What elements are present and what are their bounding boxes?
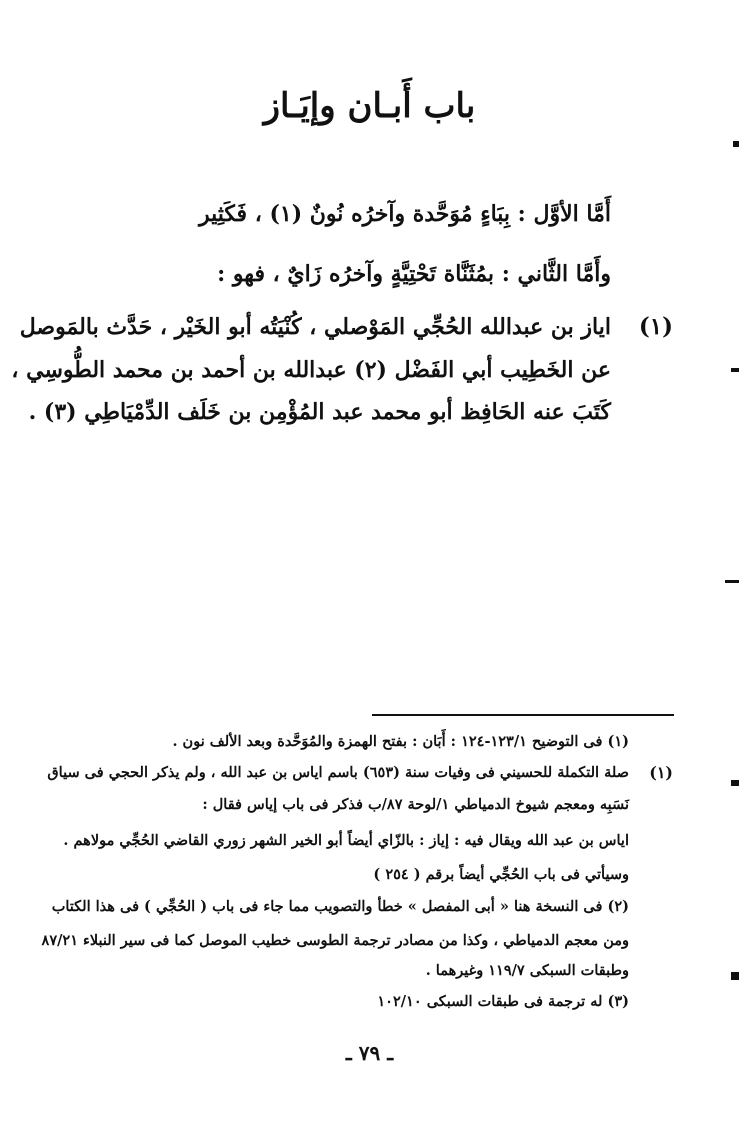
- footnote-2-line-1: (٢) فى النسخة هنا « أبى المفصل » خطأ والتصويب مما جاء فى باب ( الحُجِّي ) فى هذا الكتاب: [51, 898, 629, 915]
- footnote-marginal-number: (١): [649, 763, 673, 782]
- footnote-2-line-3: وطبقات السبكى ١١٩/٧ وغيرهما .: [425, 962, 629, 979]
- footnote-entry-line-3: اياس بن عبد الله ويقال فيه : إياز : بالزّاي أيضاً أبو الخير الشهر زوري القاضي الحُجِّي مولاهم .: [63, 832, 629, 849]
- scan-edge-mark: [731, 368, 739, 372]
- chapter-title: باب أَبـان وإيَـاز: [263, 86, 476, 126]
- footnote-entry-line-1: صلة التكملة للحسيني فى وفيات سنة (٦٥٣) باسم اياس بن عبد الله ، ولم يذكر الحجي فى سياق: [47, 764, 629, 781]
- page-number: ـ ٧٩ ـ: [345, 1041, 394, 1065]
- entry-number: (١): [638, 313, 673, 340]
- intro-line-2: وأَمَّا الثَّاني : بمُثَنَّاة تَحْتِيَّةٍ وآخرُه زَايٌ ، فهو :: [217, 261, 611, 287]
- footnote-separator: [372, 714, 674, 716]
- scan-edge-mark: [731, 780, 739, 786]
- footnote-entry-line-4: وسيأتي فى باب الحُجِّي أيضاً برقم ( ٢٥٤ ): [373, 866, 629, 883]
- entry-line-2: عن الخَطِيب أبي الفَضْل (٢) عبدالله بن أحمد بن محمد الطُّوسِي ،: [11, 357, 611, 383]
- scan-edge-mark: [725, 580, 739, 583]
- intro-line-1: أَمَّا الأوَّل : بِبَاءٍ مُوَحَّدة وآخرُه نُونٌ (١) ، فَكَثِير: [198, 201, 611, 227]
- footnote-entry-line-2: نَسَبِه ومعجم شيوخ الدمياطي ١/لوحة ٨٧/ب فذكر فى باب إياس فقال :: [202, 796, 629, 813]
- entry-line-3: كَتَبَ عنه الحَافِظ أبو محمد عبد المُؤْمِن بن خَلَف الدِّمْيَاطِي (٣) .: [28, 399, 611, 425]
- scan-edge-mark: [733, 141, 739, 147]
- scan-edge-mark: [731, 972, 739, 980]
- entry-line-1: اياز بن عبدالله الحُجِّي المَوْصلي ، كُنْيَتُه أبو الخَيْر ، حَدَّث بالمَوصل: [19, 314, 611, 340]
- footnote-2-line-2: ومن معجم الدمياطي ، وكذا من مصادر ترجمة الطوسى خطيب الموصل كما فى سير النبلاء ٨٧/٢١: [41, 932, 629, 949]
- footnote-1: (١) فى التوضيح ١٢٣/١-١٢٤ : أَبَان : بفتح الهمزة والمُوَحَّدة وبعد الألف نون .: [172, 733, 629, 750]
- footnote-3: (٣) له ترجمة فى طبقات السبكى ١٠٢/١٠: [377, 993, 629, 1010]
